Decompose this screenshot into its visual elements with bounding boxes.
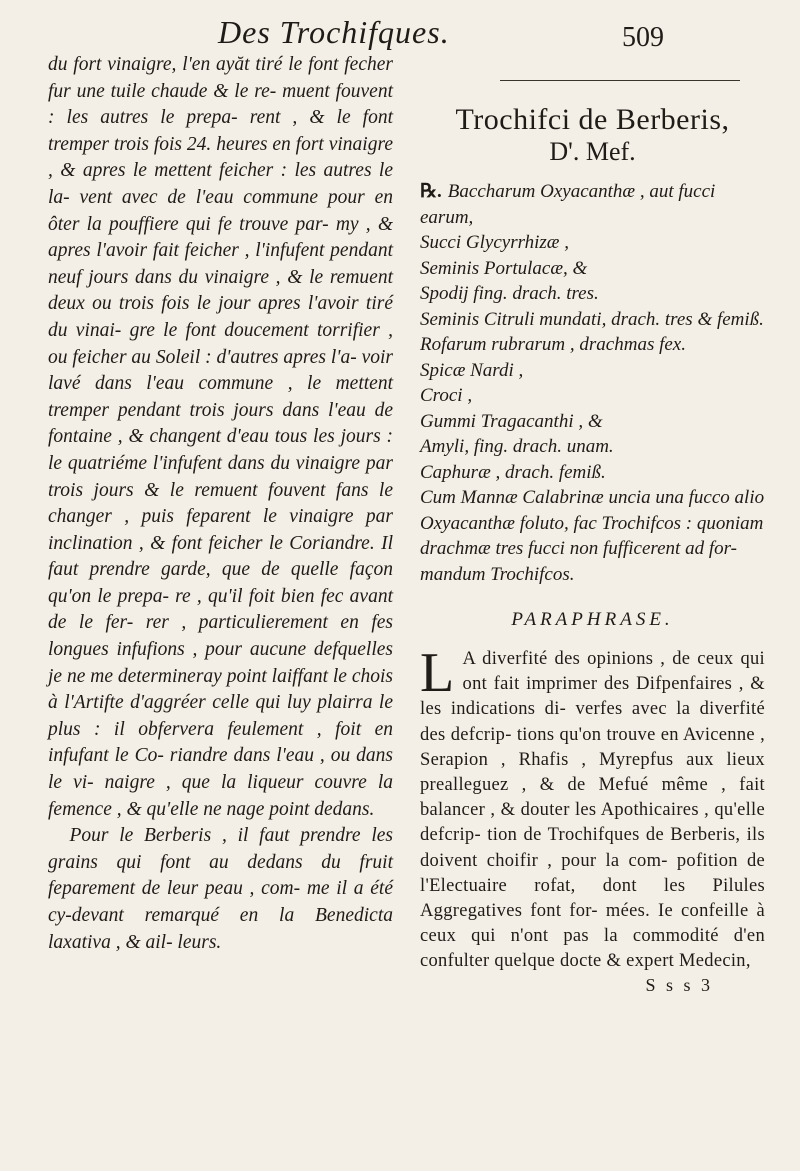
right-column	[420, 80, 765, 996]
recipe-line: Succi Glycyrrhizæ ,	[420, 232, 569, 253]
recipe-list	[420, 179, 765, 587]
recipe-line: Spicæ Nardi ,	[420, 359, 524, 381]
recipe-line: Seminis Citruli mundati, drach. tres & femiß.	[420, 308, 764, 330]
recipe-line: Gummi Tragacanthi , &	[420, 410, 603, 432]
left-paragraph-2: Pour le Berberis , il faut prendre les grains qui font au dedans du fruit feparement de leur peau , com- me il a été cy-devant remarqué en la Benedicta laxativa , & ail- leurs.	[48, 825, 393, 953]
paraphrase-heading: PARAPHRASE.	[511, 609, 674, 630]
recipe-line: Rofarum rubrarum , drachmas fex.	[420, 334, 686, 355]
left-paragraph-1: du fort vinaigre, l'en ayăt tiré le font fecher fur une tuile chaude & le re- muent fouvent : les autres le prepa- rent , & le font tremper trois fois 24. heures en fort vinaigre , & apres le mettent feicher : les autres le la- vent avec de l'eau commune pour en ôter la pouffiere qui fe trouve par- my , & apres l'avoir fait feicher , l'infufent pendant neuf jours dans du vinaigre , & le remuent deux ou trois fois le jour apres l'avoir tiré du vinai- gre le font doucement torrifier , ou feicher au Soleil : d'autres apres l'a- voir lavé dans l'eau commune , le mettent tremper pendant trois jours dans l'eau de fontaine , & changent d'eau tous les jours : le quatriéme l'infufent dans du vinaigre par trois jours & le remuent fouvent fans le changer , puis feparent le vinaigre par inclination , & font feicher le Coriandre. Il faut prendre garde, que de quelle façon qu'on le prepa- re , qu'il foit bien fec avant de le fer- rer , particulierement en fes longues infufions , pour aucune defquelles je ne me determineray point laiffant le chois à l'Artifte d'aggréer celle qui luy plairra le plus : il obfervera feulement , foit en infufant le Co- riandre dans l'eau , ou dans le vi- naigre , que la liqueur couvre la femence , & qu'elle ne nage point dedans.	[48, 54, 393, 820]
signature-mark: S s s 3	[645, 974, 713, 995]
recipe-line: Spodij fing. drach. tres.	[420, 283, 599, 304]
page-number: 509	[622, 22, 664, 53]
header-rule	[500, 80, 740, 81]
recipe-line	[420, 179, 765, 230]
paraphrase-text: A diverfité des opinions , de ceux qui ont fait imprimer des Difpenfaires , & les indications di- verfes avec la diverfité des defcrip- tions qu'on trouve en Avicenne , Serapion , Rhafis , Myrepfus aux lieux prealleguez , & de Mefué même , fait balancer , & douter les Apothicaires , qu'elle defcrip- tion de Trochifques de Berberis, ils doivent choifir , pour la com- pofition de l'Electuaire rofat, dont les Pilules Aggregatives font for- mées. Ie confeille à ceux qui n'ont pas la commodité d'en confulter quelque docte & expert Medecin,	[420, 649, 765, 972]
recipe-symbol: ℞.	[420, 181, 442, 202]
paraphrase-body	[420, 642, 765, 975]
recipe-title: Trochifci de Berberis,	[455, 103, 730, 136]
recipe-subtitle: D'. Mef.	[549, 137, 636, 166]
recipe-line: Amyli, fing. drach. unam.	[420, 436, 614, 457]
recipe-line-text: Baccharum Oxyacanthæ , aut fucci earum,	[420, 181, 716, 228]
recipe-line: Seminis Portulacæ, &	[420, 257, 588, 279]
recipe-line: Croci ,	[420, 385, 473, 406]
running-title: Des Trochifques.	[218, 14, 450, 50]
drop-cap: L	[420, 642, 455, 704]
recipe-line: Cum Mannæ Calabrinæ uncia una fucco alio Oxyacanthæ foluto, fac Trochifcos : quoniam drachmæ tres fucci non fufficerent ad for- mandum Trochifcos.	[420, 487, 765, 585]
recipe-line: Caphuræ , drach. femiß.	[420, 461, 606, 483]
left-column	[48, 52, 393, 956]
